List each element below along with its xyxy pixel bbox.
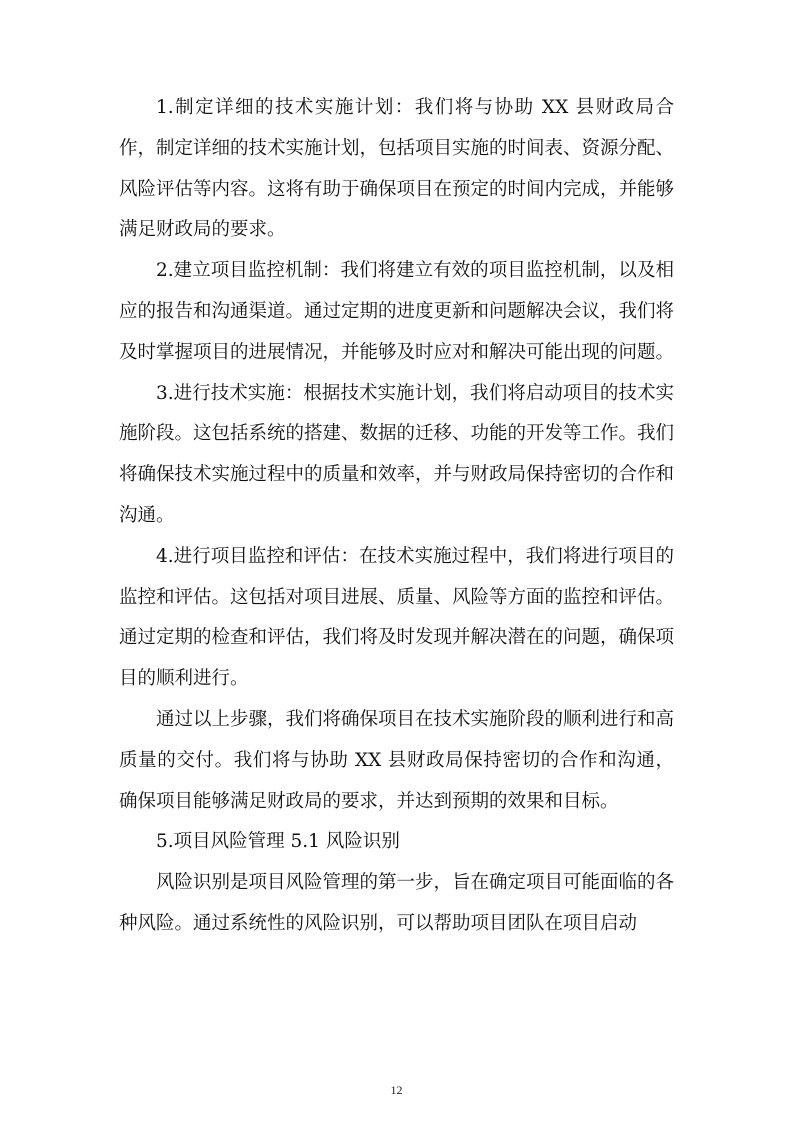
paragraph-monitoring-mechanism: 2.建立项目监控机制：我们将建立有效的项目监控机制，以及相应的报告和沟通渠道。通过定期的进度更新和问题解决会议，我们将及时掌握项目的进展情况，并能够及时应对和解决可能出现的问题。 (119, 260, 675, 363)
paragraph-risk-identification: 风险识别是项目风险管理的第一步，旨在确定项目可能面临的各种风险。通过系统性的风险识别，可以帮助项目团队在项目启动 (119, 872, 675, 934)
page-number: 12 (390, 1083, 403, 1097)
paragraph-summary: 通过以上步骤，我们将确保项目在技术实施阶段的顺利进行和高质量的交付。我们将与协助 XX 县财政局保持密切的合作和沟通，确保项目能够满足财政局的要求，并达到预期的效果和目标。 (119, 708, 675, 812)
paragraph-monitoring-evaluation: 4.进行项目监控和评估：在技术实施过程中，我们将进行项目的监控和评估。这包括对项目进展、质量、风险等方面的监控和评估。通过定期的检查和评估，我们将及时发现并解决潜在的问题，确保项目的顺利进行。 (119, 545, 675, 690)
paragraph-technical-plan: 1.制定详细的技术实施计划：我们将与协助 XX 县财政局合作，制定详细的技术实施计划，包括项目实施的时间表、资源分配、风险评估等内容。这将有助于确保项目在预定的时间内完成，并能够满足财政局的要求。 (119, 97, 675, 241)
section-heading-risk-identification: 5.项目风险管理 5.1 风险识别 (156, 831, 400, 853)
document-body (119, 88, 674, 945)
paragraph-technical-implementation: 3.进行技术实施：根据技术实施计划，我们将启动项目的技术实施阶段。这包括系统的搭建、数据的迁移、功能的开发等工作。我们将确保技术实施过程中的质量和效率，并与财政局保持密切的合作和沟通。 (119, 382, 675, 526)
